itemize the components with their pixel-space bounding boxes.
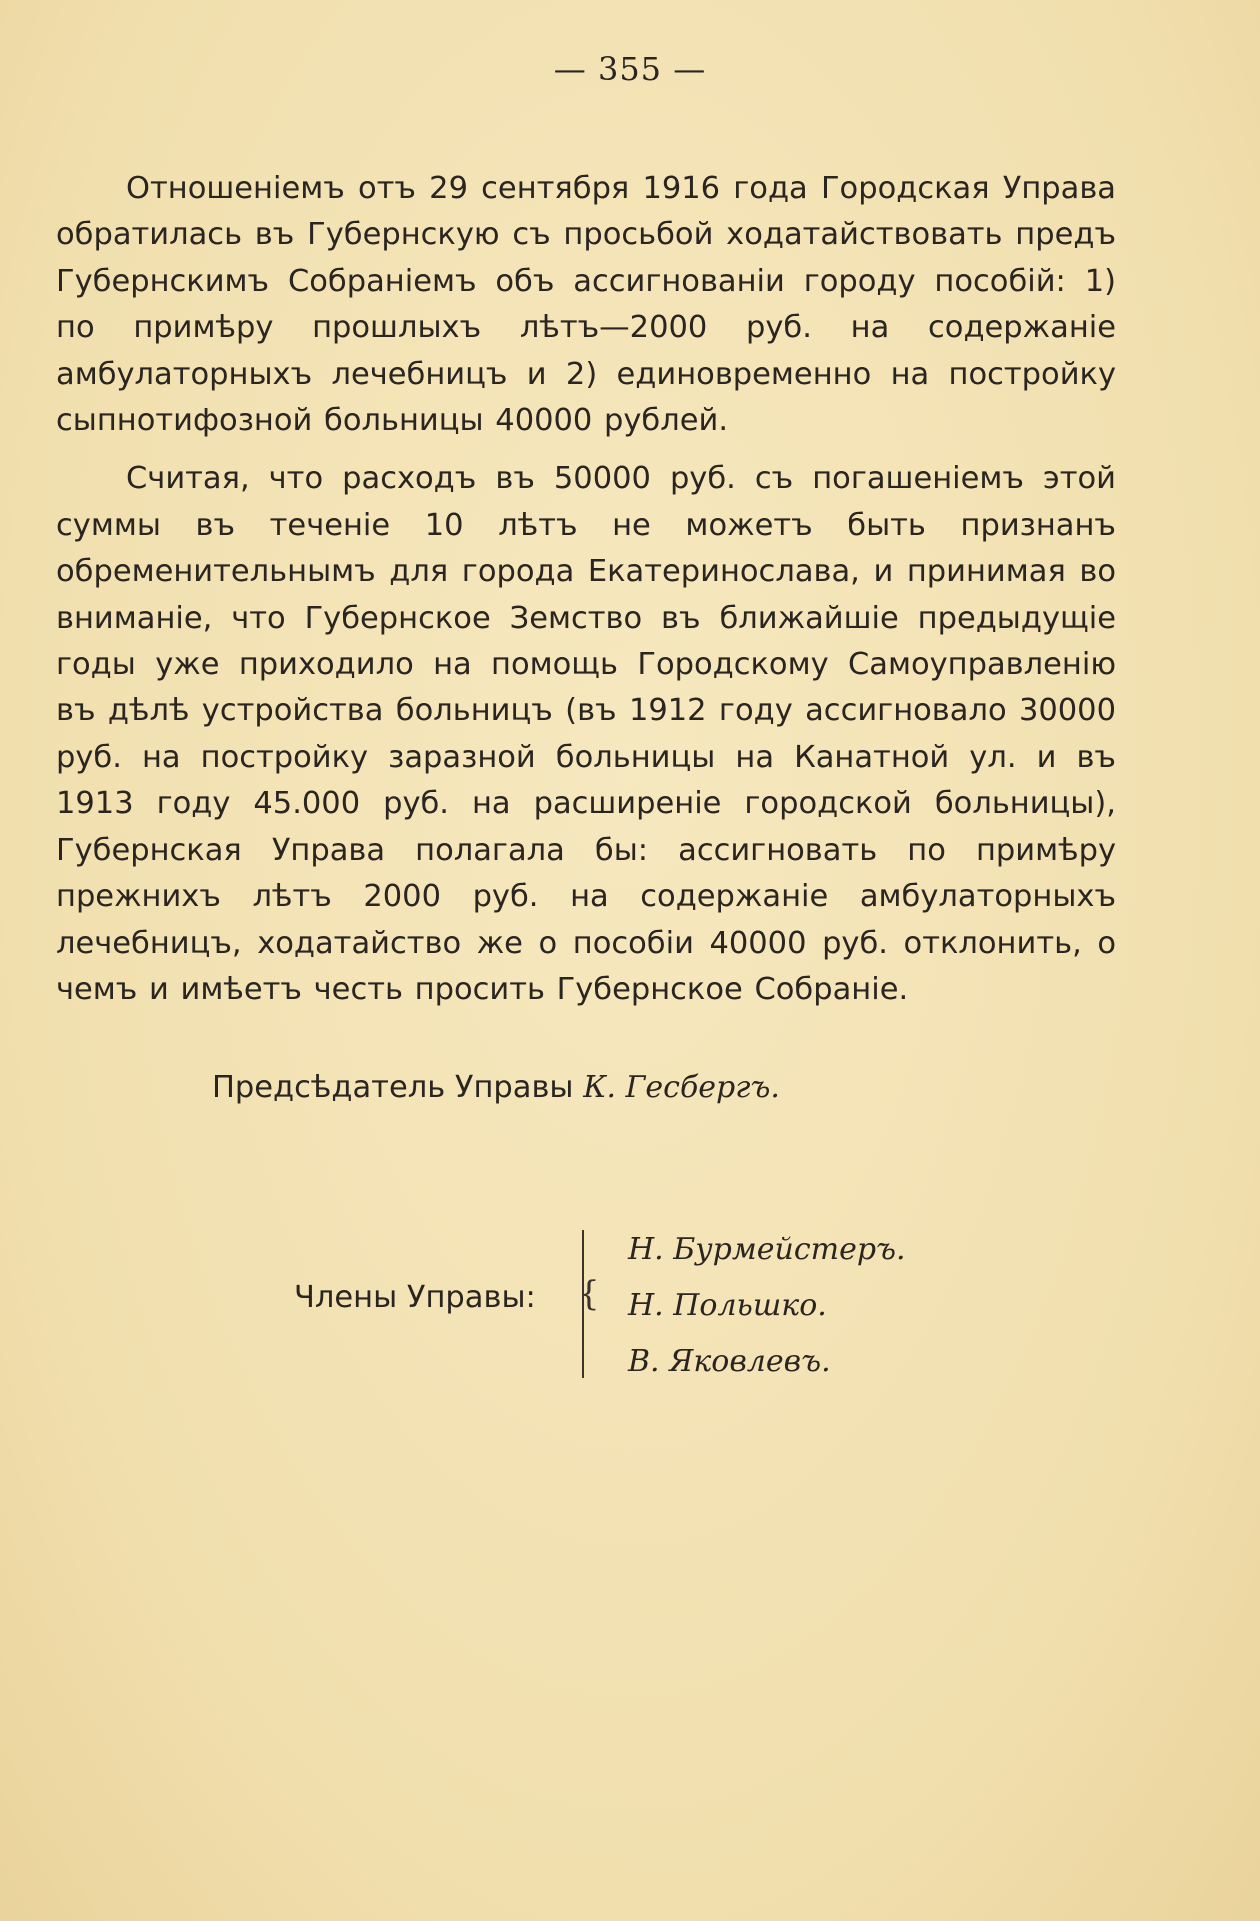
- paragraph: Считая, что расходъ въ 50000 руб. съ погашенiемъ этой суммы въ теченiе 10 лѣтъ не можетъ быть признанъ обременительнымъ для города Екатеринослава, и принимая во вниманiе, что Губернское Земство въ ближайшiе предыдущiе годы уже приходило на помощь Городскому Самоуправленiю въ дѣлѣ устройства больницъ (въ 1912 году ассигновало 30000 руб. на постройку заразной больницы на Канатной ул. и въ 1913 году 45.000 руб. на расширенiе городской больницы), Губернская Управа полагала бы: ассигновать по примѣру прежнихъ лѣтъ 2000 руб. на содержанiе амбулаторныхъ лечебницъ, ходатайство же о пособiи 40000 руб. отклонить, о чемъ и имѣетъ честь просить Губернское Собранiе.: [56, 461, 1116, 1007]
- chairman-title: Предсѣдатель Управы: [212, 1070, 574, 1105]
- member-name: Н. Бурмейстеръ.: [628, 1232, 906, 1267]
- member-name: Н. Польшко.: [628, 1288, 827, 1323]
- page-number: — 355 —: [553, 50, 707, 88]
- member-name: В. Яковлевъ.: [628, 1344, 831, 1379]
- members-list: [628, 1222, 906, 1390]
- body-text: [56, 166, 1116, 1025]
- members-brace-icon: {: [578, 1274, 600, 1314]
- members-label: Члены Управы:: [294, 1280, 536, 1315]
- chairman-name: К. Гесбергъ.: [583, 1070, 780, 1105]
- chairman-signature-line: [212, 1070, 780, 1105]
- paragraph: Отношенiемъ отъ 29 сентября 1916 года Городская Управа обратилась въ Губернскую съ просьбой ходатайствовать предъ Губернскимъ Собранiемъ объ ассигнованiи городу пособiй: 1) по примѣру прошлыхъ лѣтъ—2000 руб. на содержанiе амбулаторныхъ лечебницъ и 2) единовременно на постройку сыпнотифозной больницы 40000 рублей.: [56, 171, 1116, 439]
